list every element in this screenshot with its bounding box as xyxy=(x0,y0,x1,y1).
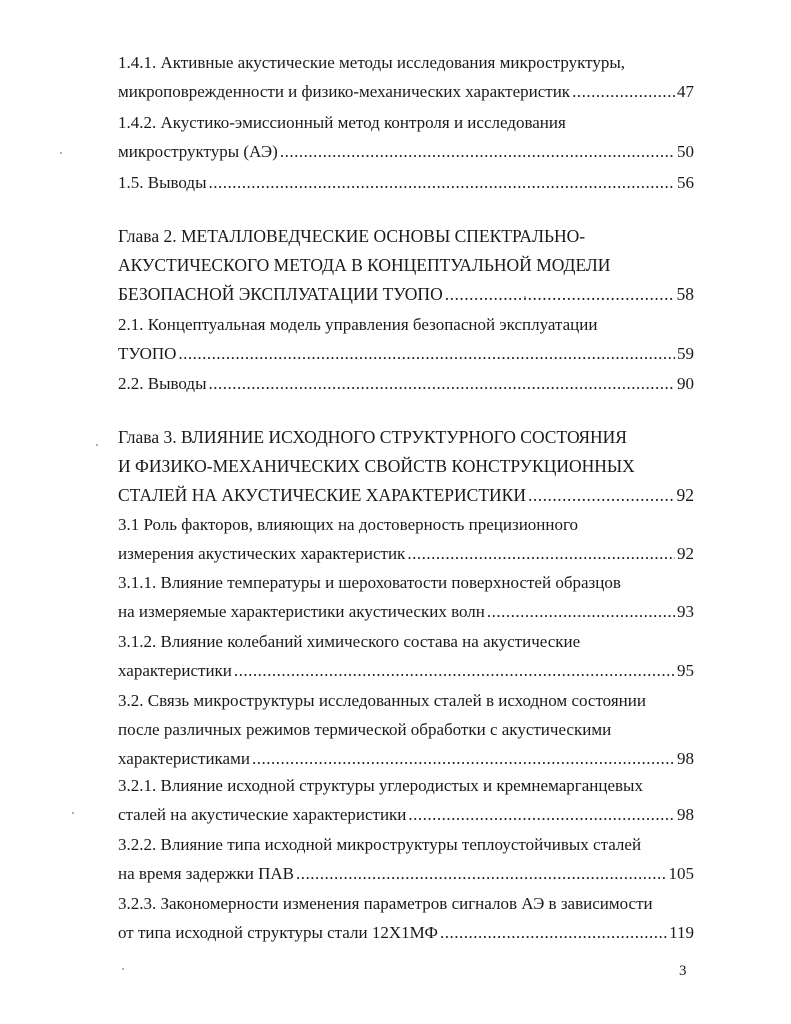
toc-entry-last-line xyxy=(118,137,694,166)
toc-chapter-entry xyxy=(118,222,694,309)
scan-speck xyxy=(72,812,74,814)
toc-page-number: 47 xyxy=(677,82,694,101)
toc-leader-dots xyxy=(252,744,675,773)
toc-entry xyxy=(118,48,694,106)
toc-leader-dots xyxy=(209,369,675,398)
toc-page-number: 92 xyxy=(677,544,694,563)
page-number: 3 xyxy=(679,963,687,979)
toc-leader-dots xyxy=(209,168,675,197)
toc-entry-last-line xyxy=(118,280,694,309)
toc-entry-line: 1.4.1. Активные акустические методы исследования микроструктуры, xyxy=(118,53,626,72)
toc-entry xyxy=(118,510,694,568)
toc-entry-line: 3.2.1. Влияние исходной структуры углеродистых и кремнемарганцевых xyxy=(118,776,643,795)
toc-entry-line: 1.4.2. Акустико-эмиссионный метод контроля и исследования xyxy=(118,113,566,132)
toc-entry xyxy=(118,108,694,166)
toc-entry-last-line xyxy=(118,168,694,197)
toc-leader-dots xyxy=(280,137,675,166)
toc-entry-last-line xyxy=(118,656,694,685)
toc-entry-last-line xyxy=(118,800,694,829)
toc-entry-text: СТАЛЕЙ НА АКУСТИЧЕСКИЕ ХАРАКТЕРИСТИКИ xyxy=(118,485,526,505)
toc-entry-text: БЕЗОПАСНОЙ ЭКСПЛУАТАЦИИ ТУОПО xyxy=(118,284,443,304)
toc-entry-text: на время задержки ПАВ xyxy=(118,864,294,883)
toc-entry-line: 3.2.3. Закономерности изменения параметров сигналов АЭ в зависимости xyxy=(118,894,653,913)
toc-entry-last-line xyxy=(118,481,694,510)
toc-entry-last-line xyxy=(118,339,694,368)
toc-entry-last-line xyxy=(118,744,694,773)
toc-leader-dots xyxy=(487,597,675,626)
toc-entry-text: 1.5. Выводы xyxy=(118,173,207,192)
toc-entry xyxy=(118,168,694,197)
toc-entry xyxy=(118,627,694,685)
toc-entry-line: 3.1.2. Влияние колебаний химического состава на акустические xyxy=(118,632,581,651)
toc-page-number: 56 xyxy=(677,173,694,192)
toc-entry-last-line xyxy=(118,918,694,947)
toc-leader-dots xyxy=(178,339,675,368)
toc-entry-line: Глава 2. МЕТАЛЛОВЕДЧЕСКИЕ ОСНОВЫ СПЕКТРАЛЬНО- xyxy=(118,226,586,246)
toc-entry xyxy=(118,830,694,888)
toc-entry-line: 3.2. Связь микроструктуры исследованных сталей в исходном состоянии xyxy=(118,691,646,710)
toc-entry-text: ТУОПО xyxy=(118,344,177,363)
toc-entry xyxy=(118,310,694,368)
toc-entry-text: характеристики xyxy=(118,661,232,680)
toc-page-number: 98 xyxy=(677,749,694,768)
toc-entry-last-line xyxy=(118,859,694,888)
toc-leader-dots xyxy=(440,918,667,947)
toc-entry-text: микроструктуры (АЭ) xyxy=(118,142,278,161)
scan-speck xyxy=(524,296,526,298)
toc-page-number: 95 xyxy=(677,661,694,680)
toc-page-number: 59 xyxy=(677,344,694,363)
toc-entry xyxy=(118,889,694,947)
toc-entry-line: 3.1 Роль факторов, влияющих на достоверность прецизионного xyxy=(118,515,579,534)
toc-page-number: 50 xyxy=(677,142,694,161)
toc-chapter-entry xyxy=(118,423,694,510)
toc-leader-dots xyxy=(445,280,675,309)
toc-leader-dots xyxy=(408,800,675,829)
toc-entry xyxy=(118,771,694,829)
toc-leader-dots xyxy=(296,859,667,888)
toc-entry-line: 3.2.2. Влияние типа исходной микроструктуры теплоустойчивых сталей xyxy=(118,835,642,854)
toc-entry xyxy=(118,369,694,398)
toc-page-number: 90 xyxy=(677,374,694,393)
toc-page-number: 98 xyxy=(677,805,694,824)
toc-entry-line: 3.1.1. Влияние температуры и шероховатости поверхностей образцов xyxy=(118,573,621,592)
toc-entry-line: после различных режимов термической обработки с акустическими xyxy=(118,720,612,739)
toc-entry-text: от типа исходной структуры стали 12Х1МФ xyxy=(118,923,438,942)
toc-leader-dots xyxy=(572,77,675,106)
toc-page-number: 58 xyxy=(676,284,694,304)
toc-entry xyxy=(118,686,694,773)
toc-entry-text: характеристиками xyxy=(118,749,250,768)
toc-leader-dots xyxy=(528,481,675,510)
scan-speck xyxy=(122,968,124,970)
toc-entry-line: 2.1. Концептуальная модель управления безопасной эксплуатации xyxy=(118,315,598,334)
toc-entry-text: 2.2. Выводы xyxy=(118,374,207,393)
toc-entry-text: микроповрежденности и физико-механических характеристик xyxy=(118,82,571,101)
toc-page-number: 93 xyxy=(677,602,694,621)
toc-entry-text: сталей на акустические характеристики xyxy=(118,805,407,824)
scan-speck xyxy=(96,444,98,446)
scan-speck xyxy=(60,152,62,154)
toc-entry-line: Глава 3. ВЛИЯНИЕ ИСХОДНОГО СТРУКТУРНОГО СОСТОЯНИЯ xyxy=(118,427,627,447)
toc-entry-last-line xyxy=(118,77,694,106)
toc-leader-dots xyxy=(234,656,675,685)
toc-page-number: 92 xyxy=(676,485,694,505)
toc-page-number: 105 xyxy=(668,864,694,883)
toc-entry-line: И ФИЗИКО-МЕХАНИЧЕСКИХ СВОЙСТВ КОНСТРУКЦИОННЫХ xyxy=(118,456,635,476)
toc-leader-dots xyxy=(407,539,675,568)
toc-entry xyxy=(118,568,694,626)
toc-entry-text: измерения акустических характеристик xyxy=(118,544,406,563)
toc-entry-text: на измеряемые характеристики акустических волн xyxy=(118,602,485,621)
toc-entry-line: АКУСТИЧЕСКОГО МЕТОДА В КОНЦЕПТУАЛЬНОЙ МОДЕЛИ xyxy=(118,255,611,275)
toc-page-number: 119 xyxy=(669,923,694,942)
toc-entry-last-line xyxy=(118,597,694,626)
toc-entry-last-line xyxy=(118,369,694,398)
toc-entry-last-line xyxy=(118,539,694,568)
